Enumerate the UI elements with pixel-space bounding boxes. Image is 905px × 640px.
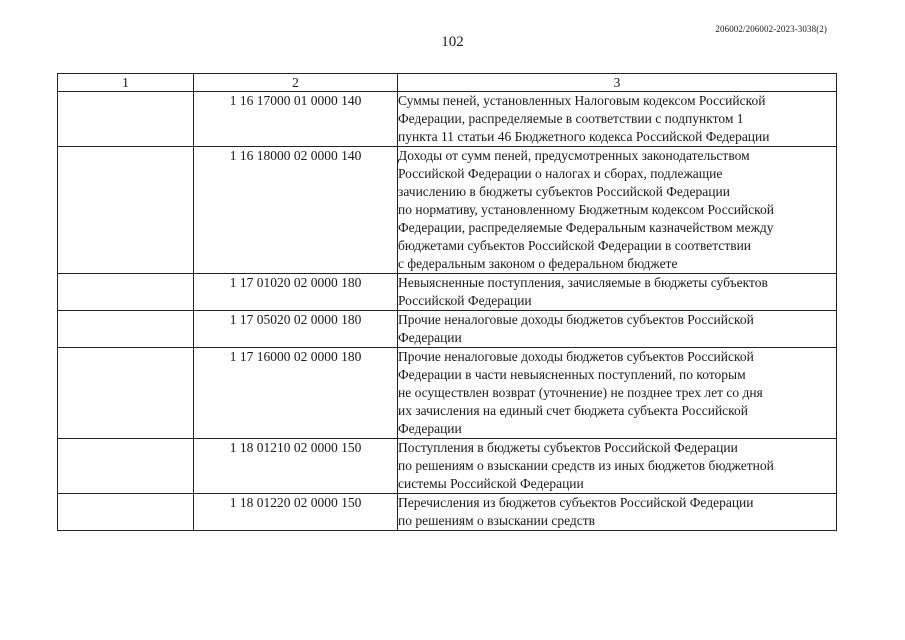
description-line: Невыясненные поступления, зачисляемые в бюджеты субъектов [398, 275, 768, 290]
description-line: системы Российской Федерации [398, 476, 584, 491]
description-line: по нормативу, установленному Бюджетным кодексом Российской [398, 202, 774, 217]
row-cell-empty [58, 311, 194, 348]
description-line: не осуществлен возврат (уточнение) не позднее трех лет со дня [398, 385, 763, 400]
description-line: Федерации, распределяемые Федеральным казначейством между [398, 220, 774, 235]
description-line: Суммы пеней, установленных Налоговым кодексом Российской [398, 93, 766, 108]
table-body [58, 92, 837, 531]
table-row [58, 311, 837, 348]
table-header [58, 74, 837, 92]
budget-code-cell: 1 17 01020 02 0000 180 [194, 274, 398, 311]
column-header-1: 1 [58, 74, 194, 92]
income-description-cell [398, 274, 837, 311]
description-line: Поступления в бюджеты субъектов Российской Федерации [398, 440, 738, 455]
description-line: Российской Федерации о налогах и сборах, подлежащие [398, 166, 723, 181]
header-row [58, 74, 837, 92]
budget-code-cell: 1 18 01220 02 0000 150 [194, 494, 398, 531]
description-line: по решениям о взыскании средств [398, 513, 596, 528]
description-line: Прочие неналоговые доходы бюджетов субъектов Российской [398, 349, 754, 364]
document-id: 206002/206002-2023-3038(2) [715, 24, 827, 34]
description-line: с федеральным законом о федеральном бюджете [398, 256, 678, 271]
description-line: Перечисления из бюджетов субъектов Российской Федерации [398, 495, 754, 510]
row-cell-empty [58, 348, 194, 439]
row-cell-empty [58, 147, 194, 274]
income-description-cell [398, 439, 837, 494]
budget-code-cell: 1 17 05020 02 0000 180 [194, 311, 398, 348]
income-description-cell [398, 348, 837, 439]
table-row [58, 494, 837, 531]
table-row [58, 439, 837, 494]
description-line: Федерации в части невыясненных поступлений, по которым [398, 367, 746, 382]
column-header-3: 3 [398, 74, 837, 92]
budget-code-cell: 1 18 01210 02 0000 150 [194, 439, 398, 494]
description-line: зачислению в бюджеты субъектов Российской Федерации [398, 184, 730, 199]
description-line: пункта 11 статьи 46 Бюджетного кодекса Российской Федерации [398, 129, 770, 144]
column-header-2: 2 [194, 74, 398, 92]
budget-code-cell: 1 17 16000 02 0000 180 [194, 348, 398, 439]
description-line: Федерации, распределяемые в соответствии с подпунктом 1 [398, 111, 744, 126]
table-row [58, 348, 837, 439]
income-description-cell [398, 147, 837, 274]
budget-code-cell: 1 16 17000 01 0000 140 [194, 92, 398, 147]
budget-code-cell: 1 16 18000 02 0000 140 [194, 147, 398, 274]
row-cell-empty [58, 439, 194, 494]
page-number: 102 [441, 34, 464, 50]
description-line: бюджетами субъектов Российской Федерации в соответствии [398, 238, 752, 253]
row-cell-empty [58, 274, 194, 311]
description-line: Российской Федерации [398, 293, 532, 308]
income-description-cell [398, 311, 837, 348]
description-line: их зачисления на единый счет бюджета субъекта Российской [398, 403, 749, 418]
description-line: Доходы от сумм пеней, предусмотренных законодательством [398, 148, 750, 163]
description-line: Федерации [398, 330, 462, 345]
income-description-cell [398, 92, 837, 147]
description-line: по решениям о взыскании средств из иных бюджетов бюджетной [398, 458, 774, 473]
income-description-cell [398, 494, 837, 531]
row-cell-empty [58, 494, 194, 531]
budget-classification-table [57, 73, 837, 531]
table-row [58, 147, 837, 274]
table-row [58, 92, 837, 147]
row-cell-empty [58, 92, 194, 147]
table-row [58, 274, 837, 311]
description-line: Прочие неналоговые доходы бюджетов субъектов Российской [398, 312, 754, 327]
description-line: Федерации [398, 421, 462, 436]
